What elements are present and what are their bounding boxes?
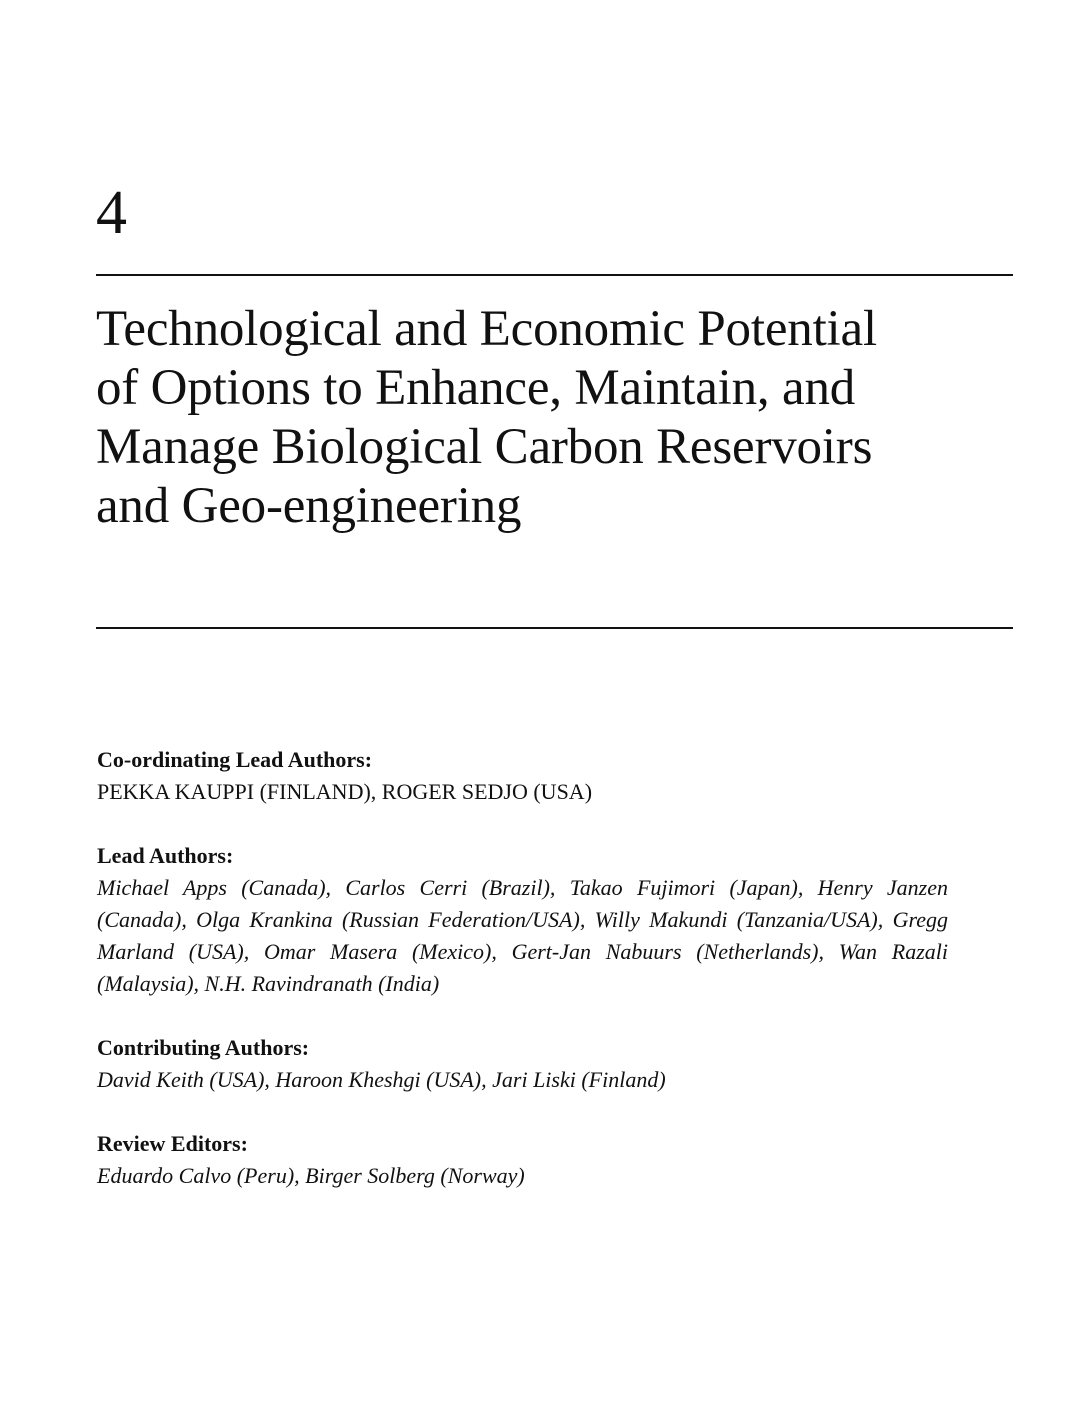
chapter-number: 4 (96, 179, 127, 247)
author-credits (97, 744, 948, 1224)
coordinating-lead-authors-names: PEKKA KAUPPI (FINLAND), ROGER SEDJO (USA) (97, 779, 593, 804)
top-divider (96, 274, 1013, 276)
chapter-title-line: Manage Biological Carbon Reservoirs (96, 419, 873, 475)
lead-authors-heading: Lead Authors: (97, 843, 234, 868)
chapter-title-line: of Options to Enhance, Maintain, and (96, 360, 856, 416)
contributing-authors-heading: Contributing Authors: (97, 1035, 310, 1060)
chapter-title-line: and Geo-engineering (96, 478, 522, 534)
lead-authors-section (97, 840, 948, 1000)
coordinating-lead-authors-section (97, 744, 948, 808)
bottom-divider (96, 627, 1013, 629)
review-editors-heading: Review Editors: (97, 1131, 248, 1156)
review-editors-section (97, 1128, 948, 1192)
chapter-title-line: Technological and Economic Potential (96, 301, 877, 357)
review-editors-names: Eduardo Calvo (Peru), Birger Solberg (Norway) (97, 1163, 525, 1188)
contributing-authors-names: David Keith (USA), Haroon Kheshgi (USA), Jari Liski (Finland) (97, 1067, 666, 1092)
lead-authors-names: Michael Apps (Canada), Carlos Cerri (Brazil), Takao Fujimori (Japan), Henry Janzen (Canada), Olga Krankina (Russian Federation/USA), Willy Makundi (Tanzania/USA), Gregg Marland (USA), Omar Masera (Mexico), Gert-Jan Nabuurs (Netherlands), Wan Razali (Malaysia), N.H. Ravindranath (India) (97, 875, 948, 996)
chapter-title (96, 300, 996, 536)
coordinating-lead-authors-heading: Co-ordinating Lead Authors: (97, 747, 373, 772)
contributing-authors-section (97, 1032, 948, 1096)
